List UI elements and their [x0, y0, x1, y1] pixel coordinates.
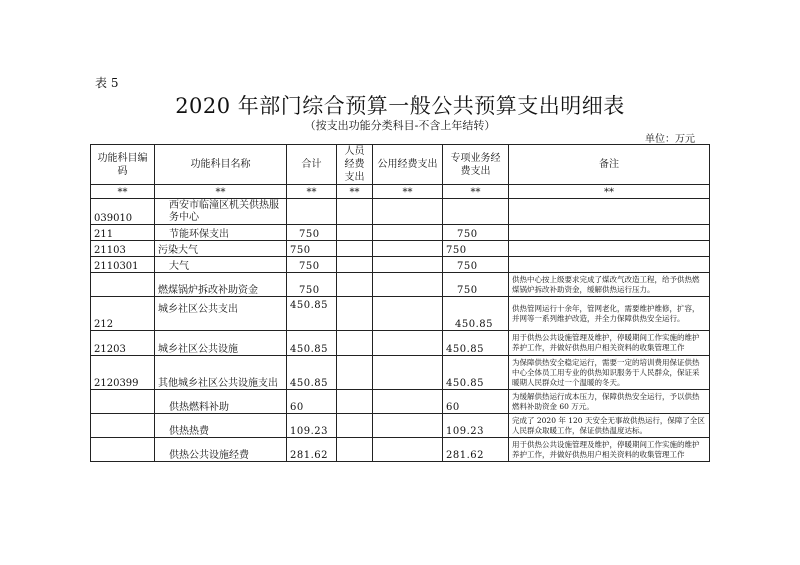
header-code: 功能科目编码 [91, 145, 155, 185]
total-cell [287, 199, 337, 225]
public-cell [373, 225, 443, 241]
total-cell: 450.85 [287, 297, 337, 331]
special-cell: 450.85 [443, 331, 509, 356]
budget-table [90, 144, 710, 462]
special-cell: 450.85 [443, 356, 509, 390]
note-cell: 供热管网运行十余年，管网老化，需要维护维修，扩容，并网等一系列维护改造，并全力保障供热安全运行。 [509, 297, 710, 331]
special-cell: 450.85 [443, 297, 509, 331]
name-cell: 大气 [155, 257, 287, 273]
header-special: 专项业务经费支出 [443, 145, 509, 185]
header-personnel: 人员经费支出 [337, 145, 373, 185]
table-row [91, 241, 710, 257]
header-public: 公用经费支出 [373, 145, 443, 185]
name-cell: 供热热费 [155, 414, 287, 438]
table-row [91, 297, 710, 331]
table-row [91, 356, 710, 390]
code-cell [91, 390, 155, 414]
public-cell [373, 390, 443, 414]
table-tag: 表 5 [95, 76, 119, 90]
total-cell: 450.85 [287, 331, 337, 356]
personnel-cell [337, 356, 373, 390]
special-cell [443, 199, 509, 225]
name-cell: 燃煤锅炉拆改补助资金 [155, 273, 287, 297]
personnel-cell [337, 390, 373, 414]
note-cell [509, 199, 710, 225]
special-cell: 750 [443, 257, 509, 273]
page-title: 2020 年部门综合预算一般公共预算支出明细表 [175, 94, 625, 118]
marker-row [91, 185, 710, 199]
total-cell: 750 [287, 273, 337, 297]
name-cell: 城乡社区公共支出 [155, 297, 287, 331]
total-cell: 750 [287, 225, 337, 241]
personnel-cell [337, 438, 373, 462]
personnel-cell [337, 297, 373, 331]
table-row [91, 199, 710, 225]
special-cell: 109.23 [443, 414, 509, 438]
code-cell: 039010 [91, 199, 155, 225]
marker-cell: ** [287, 185, 337, 199]
public-cell [373, 273, 443, 297]
code-cell: 212 [91, 297, 155, 331]
page-subtitle: （按支出功能分类科目-不含上年结转） [304, 119, 496, 132]
special-cell: 750 [443, 241, 509, 257]
header-name: 功能科目名称 [155, 145, 287, 185]
marker-cell: ** [443, 185, 509, 199]
note-cell: 完成了 2020 年 120 天安全无事故供热运行，保障了全区人民群众取暖工作，保证供热温度达标。 [509, 414, 710, 438]
header-note: 备注 [509, 145, 710, 185]
name-cell: 其他城乡社区公共设施支出 [155, 356, 287, 390]
unit-label: 单位：万元 [645, 134, 695, 145]
total-cell: 750 [287, 257, 337, 273]
public-cell [373, 199, 443, 225]
marker-cell: ** [373, 185, 443, 199]
note-cell: 用于供热公共设施管理及维护，停暖期间工作实施的维护养护工作，并做好供热用户相关资料的收集管理工作 [509, 331, 710, 356]
code-cell [91, 273, 155, 297]
public-cell [373, 297, 443, 331]
personnel-cell [337, 331, 373, 356]
code-cell: 211 [91, 225, 155, 241]
table-row [91, 257, 710, 273]
public-cell [373, 414, 443, 438]
personnel-cell [337, 257, 373, 273]
public-cell [373, 257, 443, 273]
public-cell [373, 438, 443, 462]
personnel-cell [337, 241, 373, 257]
note-cell [509, 257, 710, 273]
total-cell: 750 [287, 241, 337, 257]
table-row [91, 414, 710, 438]
marker-cell: ** [509, 185, 710, 199]
note-cell: 为缓解供热运行成本压力，保障供热安全运行，予以供热燃料补助资金 60 万元。 [509, 390, 710, 414]
header-total: 合计 [287, 145, 337, 185]
note-cell: 用于供热公共设施管理及维护，停暖期间工作实施的维护养护工作，并做好供热用户相关资料的收集管理工作 [509, 438, 710, 462]
total-cell: 281.62 [287, 438, 337, 462]
special-cell: 281.62 [443, 438, 509, 462]
code-cell [91, 438, 155, 462]
total-cell: 109.23 [287, 414, 337, 438]
table-row [91, 331, 710, 356]
code-cell [91, 414, 155, 438]
marker-cell: ** [337, 185, 373, 199]
public-cell [373, 356, 443, 390]
note-cell [509, 225, 710, 241]
personnel-cell [337, 414, 373, 438]
table-row [91, 225, 710, 241]
public-cell [373, 241, 443, 257]
name-cell: 供热公共设施经费 [155, 438, 287, 462]
table-row [91, 438, 710, 462]
public-cell [373, 331, 443, 356]
total-cell: 450.85 [287, 356, 337, 390]
name-cell: 供热燃料补助 [155, 390, 287, 414]
note-cell: 为保障供热安全稳定运行，需要一定的培训费用保证供热中心全体员工用专业的供热知识服务于人民群众，保证采暖期人民群众过一个温暖的冬天。 [509, 356, 710, 390]
table-row [91, 273, 710, 297]
name-cell: 城乡社区公共设施 [155, 331, 287, 356]
code-cell: 2120399 [91, 356, 155, 390]
note-cell: 供热中心按上级要求完成了煤改气改造工程，给予供热燃煤锅炉拆改补助资金，缓解供热运行压力。 [509, 273, 710, 297]
special-cell: 750 [443, 225, 509, 241]
marker-cell: ** [155, 185, 287, 199]
special-cell: 60 [443, 390, 509, 414]
special-cell: 750 [443, 273, 509, 297]
code-cell: 2110301 [91, 257, 155, 273]
personnel-cell [337, 225, 373, 241]
header-row [91, 145, 710, 185]
note-cell [509, 241, 710, 257]
marker-cell: ** [91, 185, 155, 199]
name-cell: 污染大气 [155, 241, 287, 257]
table-row [91, 390, 710, 414]
personnel-cell [337, 273, 373, 297]
name-cell: 西安市临潼区机关供热服务中心 [155, 199, 287, 225]
code-cell: 21203 [91, 331, 155, 356]
code-cell: 21103 [91, 241, 155, 257]
personnel-cell [337, 199, 373, 225]
total-cell: 60 [287, 390, 337, 414]
name-cell: 节能环保支出 [155, 225, 287, 241]
